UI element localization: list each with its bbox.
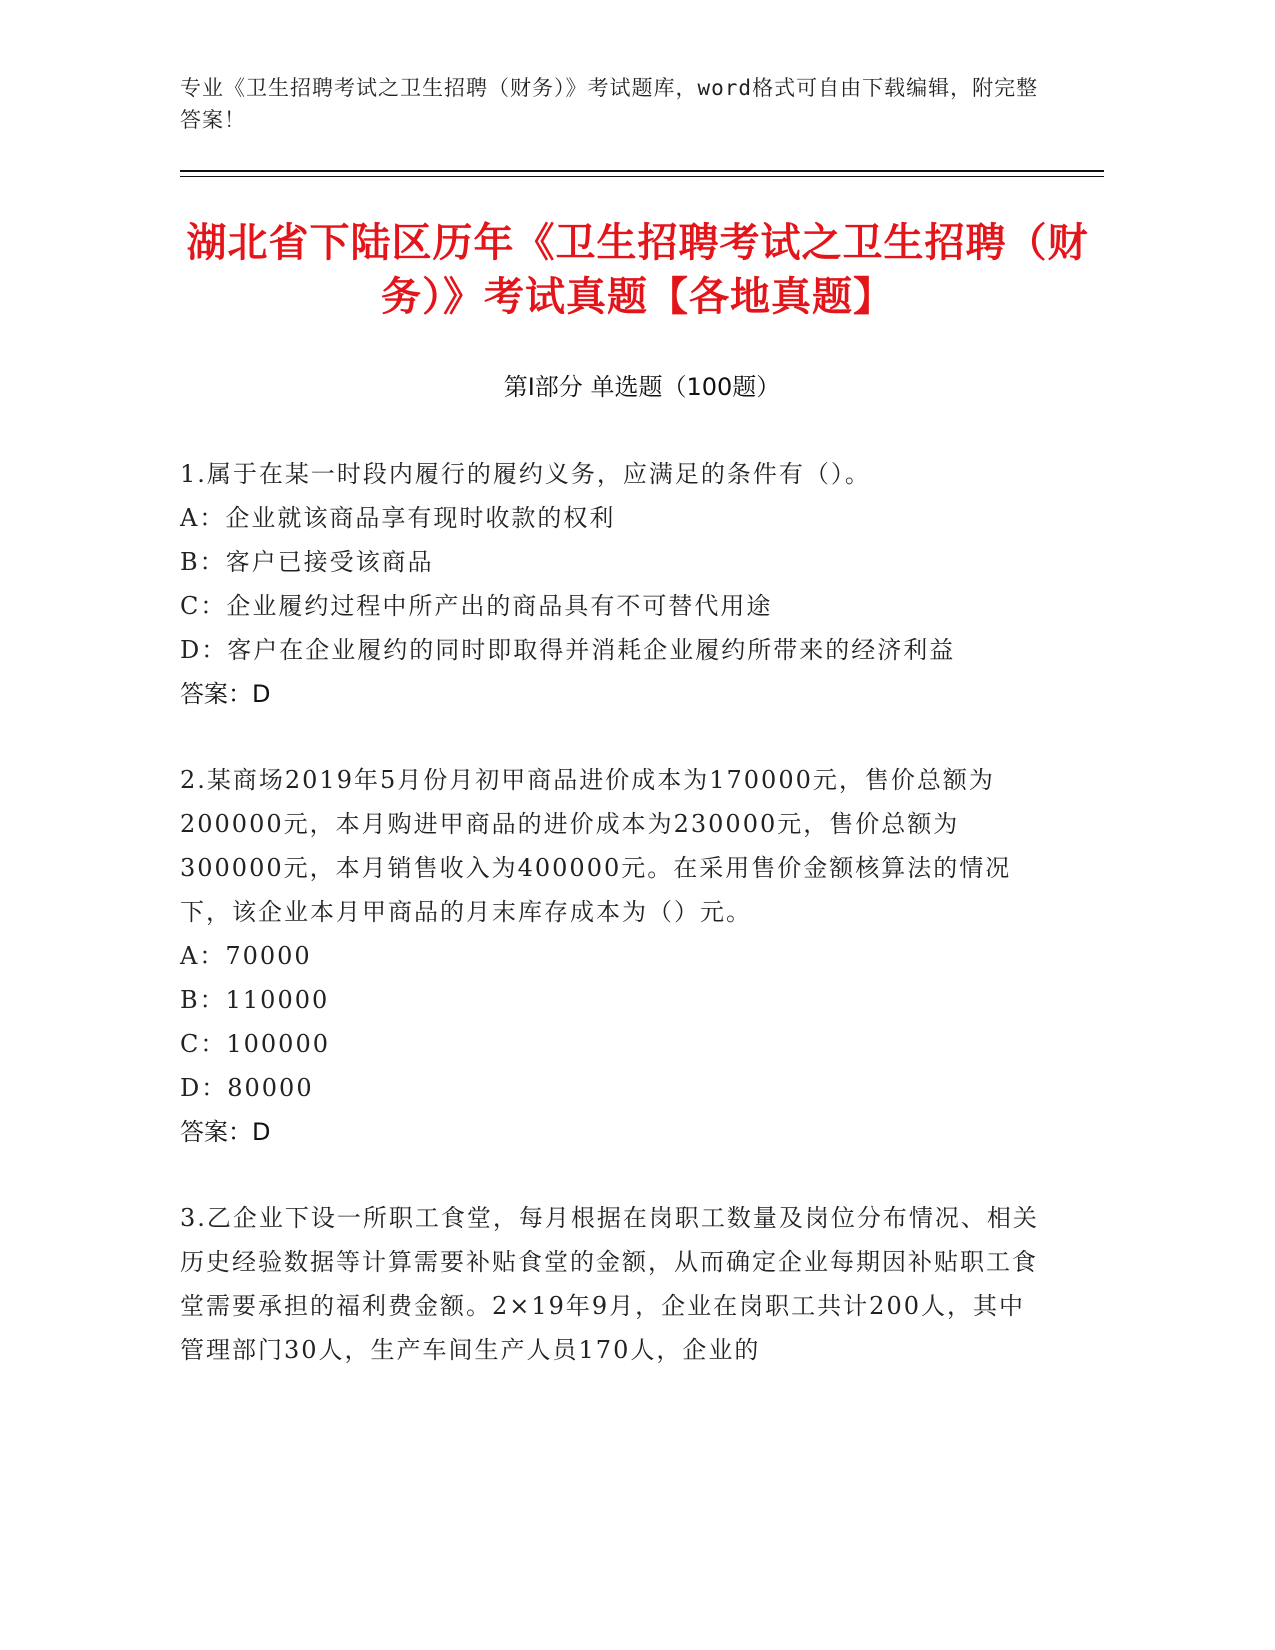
answer: 答案：D <box>180 1118 271 1146</box>
question-1 <box>180 452 1040 716</box>
header-rule-thick <box>180 170 1104 172</box>
question-stem: 3.乙企业下设一所职工食堂，每月根据在岗职工数量及岗位分布情况、相关历史经验数据等计算需要补贴食堂的金额，从而确定企业每期因补贴职工食堂需要承担的福利费金额。2×19年9月，企业在岗职工共计200人，其中管理部门30人，生产车间生产人员170人，企业的 <box>180 1204 1039 1364</box>
question-stem: 1.属于在某一时段内履行的履约义务，应满足的条件有（）。 <box>180 460 871 488</box>
question-stem: 2.某商场2019年5月份月初甲商品进价成本为170000元，售价总额为200000元，本月购进甲商品的进价成本为230000元，售价总额为300000元，本月销售收入为400000元。在采用售价金额核算法的情况下，该企业本月甲商品的月末库存成本为（）元。 <box>180 766 1012 926</box>
option-d: D：80000 <box>180 1074 314 1102</box>
question-2 <box>180 758 1040 1154</box>
option-a: A：70000 <box>180 942 312 970</box>
option-b: B：客户已接受该商品 <box>180 548 434 576</box>
question-list <box>180 452 1040 1414</box>
header-note: 专业《卫生招聘考试之卫生招聘（财务）》考试题库，word格式可自由下载编辑，附完整答案！ <box>180 76 1039 132</box>
answer: 答案：D <box>180 680 271 708</box>
question-3 <box>180 1196 1040 1372</box>
option-c: C：企业履约过程中所产出的商品具有不可替代用途 <box>180 592 773 620</box>
option-d: D：客户在企业履约的同时即取得并消耗企业履约所带来的经济利益 <box>180 636 956 664</box>
option-a: A：企业就该商品享有现时收款的权利 <box>180 504 616 532</box>
section-title: 第Ⅰ部分 单选题（100题） <box>503 373 781 401</box>
option-b: B：110000 <box>180 986 330 1014</box>
document-title: 湖北省下陆区历年《卫生招聘考试之卫生招聘（财务）》考试真题【各地真题】 <box>186 220 1089 320</box>
option-c: C：100000 <box>180 1030 330 1058</box>
header-rule-thin <box>180 176 1104 177</box>
